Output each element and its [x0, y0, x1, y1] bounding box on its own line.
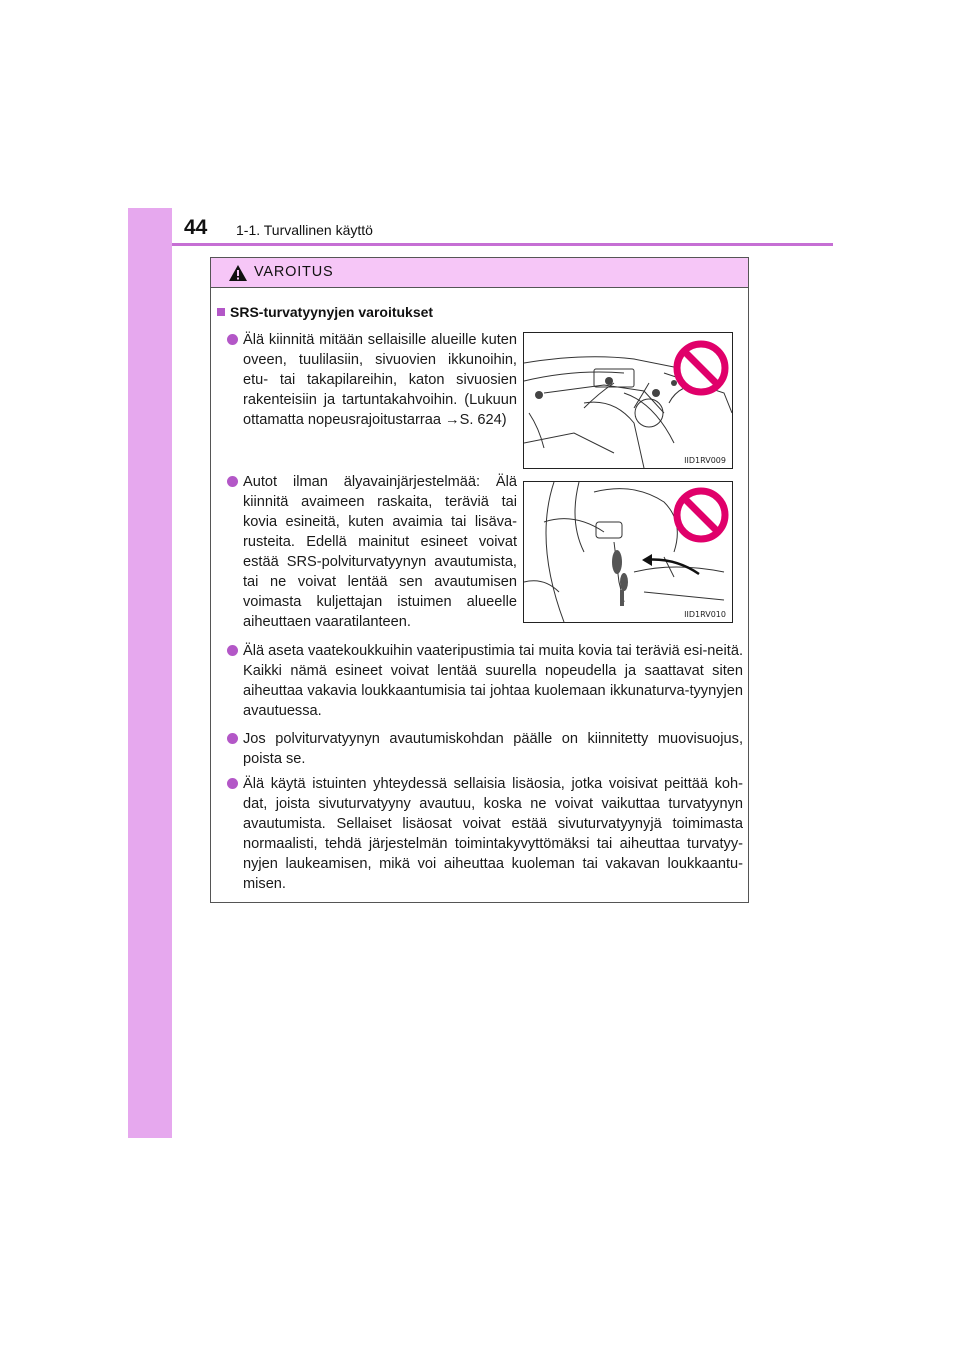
square-bullet-icon: [217, 308, 225, 316]
warning-box: [210, 257, 749, 903]
warning-bullet: [243, 729, 743, 769]
warning-header: [211, 258, 748, 288]
figure-key-attachments: [523, 481, 733, 623]
warning-triangle-icon: [228, 264, 248, 282]
figure-label: IID1RV009: [684, 456, 726, 465]
chapter-sidebar-tab: [128, 208, 172, 1138]
bullet-text: Älä käytä istuinten yhteydessä sellaisia lisäosia, jotka voisivat peittää koh-dat, joista sivuturvatyyny avautuu, koska ne voivat vaikuttaa turvatyynyn avautumista. Sellaiset lisäosat voivat estää sivuturvatyynyjä toimimasta normaalisti, tehdä järjestelmän toimintakyvyttömäksi tai aiheuttaa turvatyy-nyjen laukeamisen, mikä voi aiheuttaa kuoleman tai vakavan loukkaantu-misen.: [243, 776, 743, 892]
bullet-dot-icon: [227, 334, 238, 345]
warning-bullet: [243, 472, 517, 632]
bullet-text: Älä kiinnitä mitään sellaisille alueille kuten oveen, tuulilasiin, sivuovien ikkunoihin, etu- tai takapilareihin, katon sivuosien rakenteisiin ja tartuntakahvoihin. (Lukuun ottamatta nopeusrajoitustarraa →S. 624): [243, 332, 517, 428]
warning-subheading: [217, 304, 433, 320]
bullet-dot-icon: [227, 778, 238, 789]
warning-bullet: [243, 774, 743, 894]
page-number: 44: [184, 216, 208, 239]
bullet-text: Jos polviturvatyynyn avautumiskohdan päälle on kiinnitetty muovisuojus, poista se.: [243, 731, 743, 767]
warning-title: VAROITUS: [254, 264, 334, 280]
prohibition-icon: [672, 339, 730, 397]
section-title: 1-1. Turvallinen käyttö: [236, 222, 373, 238]
bullet-text: Autot ilman älyavainjärjestelmää: Älä kiinnitä avaimeen raskaita, teräviä tai kovia esineitä, kuten avaimia tai lisäva-rusteita. Edellä mainitut esineet voivat estää SRS-polviturvatyynyn avautumista, tai ne voivat lentää sen avautumisen voimasta kuljettajan istuimen alueelle aiheuttaen vaaratilanteen.: [243, 474, 517, 630]
bullet-dot-icon: [227, 645, 238, 656]
bullet-text: Älä aseta vaatekoukkuihin vaateripustimia tai muita kovia tai teräviä esi-neitä. Kaikki nämä esineet voivat lentää suurella nopeudella ja saattavat siten aiheuttaa vakavia loukkaantumisia tai johtaa kuolemaan ikkunaturva-tyynyjen avautuessa.: [243, 643, 743, 719]
figure-label: IID1RV010: [684, 610, 726, 619]
figure-interior-mounting-points: [523, 332, 733, 469]
warning-subheading-text: SRS-turvatyynyjen varoitukset: [230, 304, 434, 320]
header-rule: [172, 243, 833, 246]
warning-bullet: [243, 330, 517, 430]
bullet-dot-icon: [227, 733, 238, 744]
warning-bullet: [243, 641, 743, 721]
bullet-dot-icon: [227, 476, 238, 487]
prohibition-icon: [672, 486, 730, 544]
